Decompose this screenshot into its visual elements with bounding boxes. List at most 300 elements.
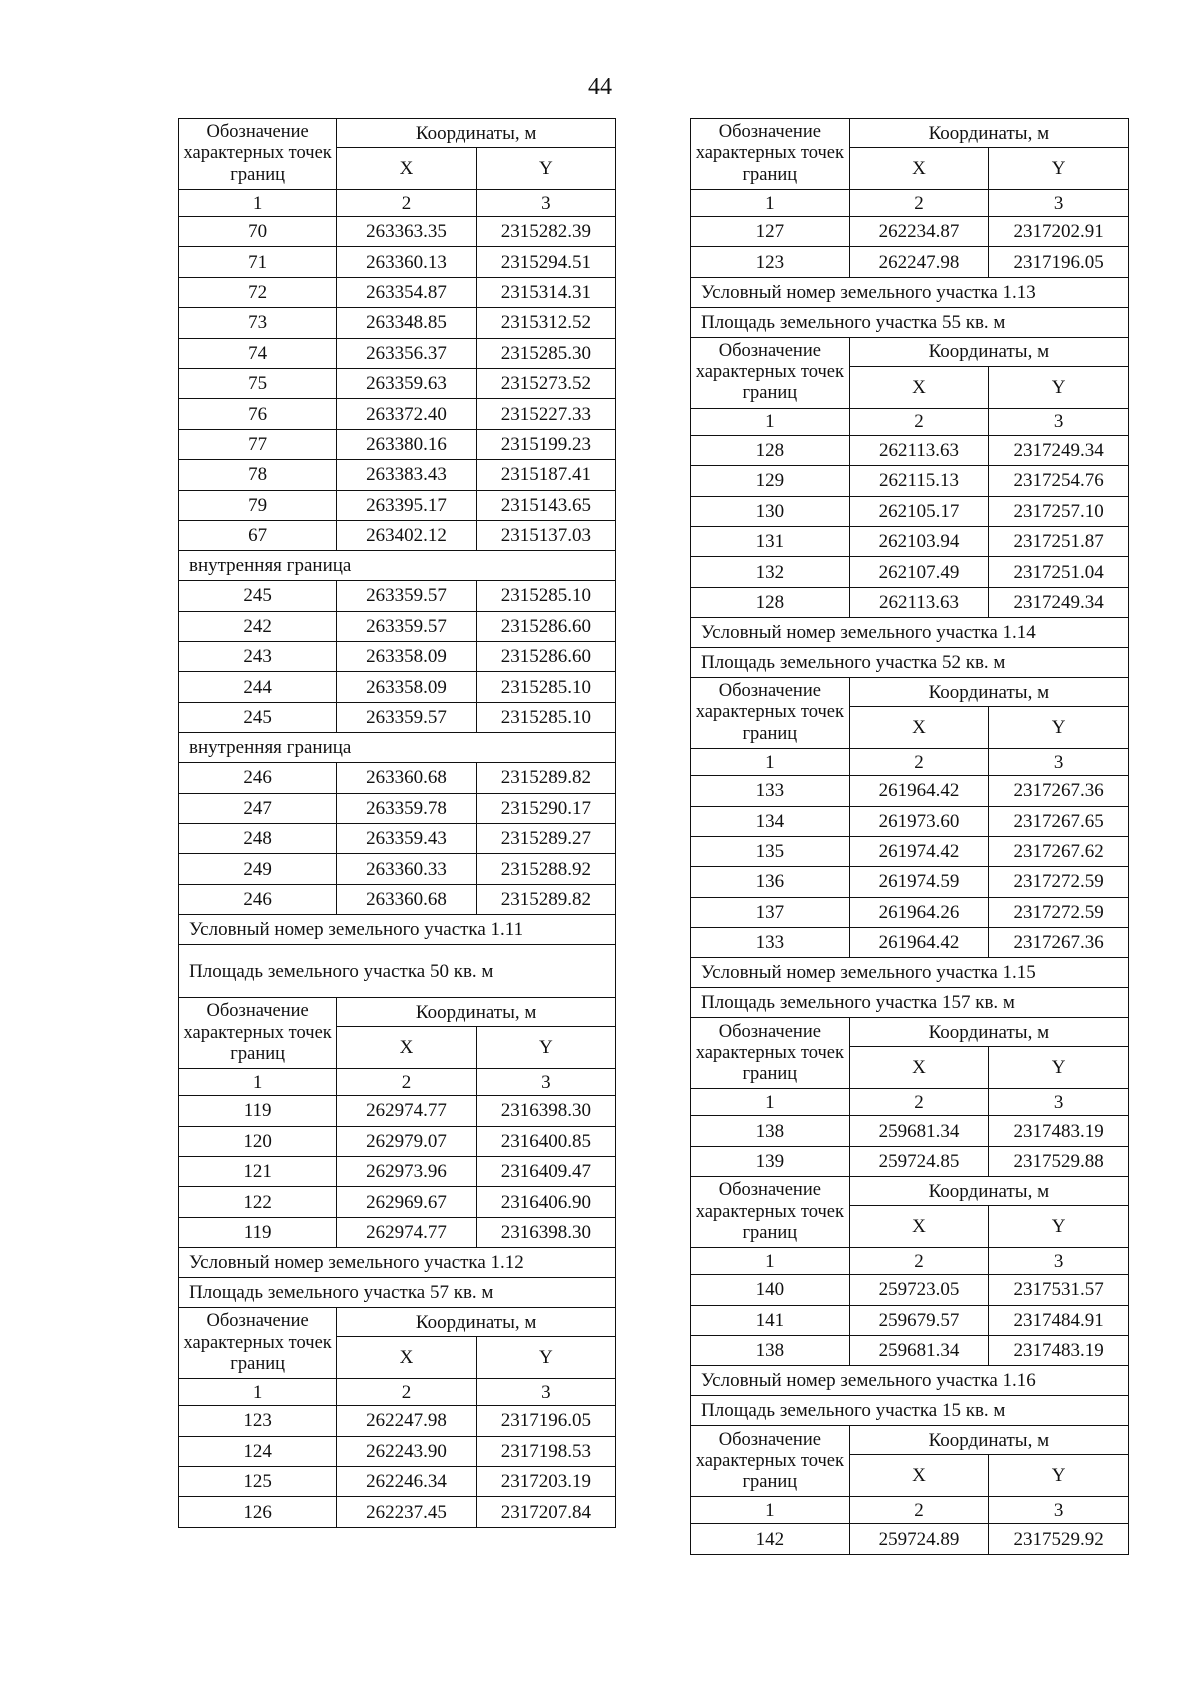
point-number: 119 <box>179 1217 337 1247</box>
table-row <box>179 642 616 672</box>
column-number: 2 <box>849 190 989 217</box>
coordinate-y: 2316398.30 <box>476 1217 615 1247</box>
table-header-row <box>691 119 1129 148</box>
table-row <box>179 368 616 398</box>
coordinate-y: 2317267.36 <box>989 928 1129 958</box>
coordinate-x: 263354.87 <box>337 277 476 307</box>
point-number: 131 <box>691 526 850 556</box>
coordinate-x: 263358.09 <box>337 672 476 702</box>
header-coordinates: Координаты, м <box>337 1308 616 1337</box>
column-number: 3 <box>476 190 615 217</box>
table-row <box>691 247 1129 277</box>
table-row <box>179 1126 616 1156</box>
header-coordinates: Координаты, м <box>849 678 1128 707</box>
table-row <box>179 460 616 490</box>
table-row <box>179 854 616 884</box>
coordinate-x: 262246.34 <box>337 1466 476 1496</box>
point-number: 127 <box>691 217 850 247</box>
coordinate-x: 263380.16 <box>337 429 476 459</box>
coordinate-y: 2315286.60 <box>476 611 615 641</box>
coordinate-x: 261964.42 <box>849 928 989 958</box>
header-x: X <box>849 1047 989 1089</box>
header-x: X <box>849 707 989 749</box>
header-y: Y <box>476 148 615 190</box>
table-row <box>691 776 1129 806</box>
coordinate-y: 2317249.34 <box>989 587 1129 617</box>
table-row <box>691 217 1129 247</box>
header-x: X <box>849 1455 989 1497</box>
coordinate-x: 263359.43 <box>337 824 476 854</box>
column-number: 1 <box>179 190 337 217</box>
column-number: 3 <box>476 1069 615 1096</box>
section-label: Условный номер земельного участка 1.13 <box>691 277 1129 307</box>
coordinate-x: 263359.57 <box>337 702 476 732</box>
section-label: Условный номер земельного участка 1.16 <box>691 1366 1129 1396</box>
coordinate-x: 263359.78 <box>337 793 476 823</box>
point-number: 126 <box>179 1497 337 1527</box>
point-number: 246 <box>179 763 337 793</box>
column-number: 3 <box>989 749 1129 776</box>
column-number: 2 <box>337 1379 476 1406</box>
column-number-row <box>691 190 1129 217</box>
header-x: X <box>337 1337 476 1379</box>
column-number: 1 <box>691 1497 850 1524</box>
coordinate-y: 2315289.82 <box>476 763 615 793</box>
section-label: Площадь земельного участка 57 кв. м <box>179 1278 616 1308</box>
point-number: 129 <box>691 466 850 496</box>
coordinate-y: 2317267.62 <box>989 836 1129 866</box>
coordinate-x: 259681.34 <box>849 1336 989 1366</box>
column-number: 1 <box>179 1379 337 1406</box>
point-number: 67 <box>179 520 337 550</box>
table-row <box>179 520 616 550</box>
column-number-row <box>691 1089 1129 1116</box>
table-row <box>691 867 1129 897</box>
point-number: 132 <box>691 557 850 587</box>
section-label: Условный номер земельного участка 1.12 <box>179 1248 616 1278</box>
header-y: Y <box>476 1337 615 1379</box>
section-label: внутренняя граница <box>179 551 616 581</box>
table-row <box>691 435 1129 465</box>
column-number-row <box>691 1497 1129 1524</box>
header-coordinates: Координаты, м <box>849 119 1128 148</box>
point-number: 76 <box>179 399 337 429</box>
table-row <box>691 806 1129 836</box>
column-number: 1 <box>691 1089 850 1116</box>
coordinate-x: 263359.57 <box>337 581 476 611</box>
table-row <box>691 496 1129 526</box>
point-number: 128 <box>691 587 850 617</box>
point-number: 79 <box>179 490 337 520</box>
section-label-row <box>691 648 1129 678</box>
coordinate-x: 261964.42 <box>849 776 989 806</box>
point-number: 249 <box>179 854 337 884</box>
header-designation: Обозначение характерных точек границ <box>691 119 850 190</box>
section-label-row <box>179 551 616 581</box>
point-number: 137 <box>691 897 850 927</box>
column-number: 1 <box>691 190 850 217</box>
table-row <box>179 308 616 338</box>
table-row <box>691 466 1129 496</box>
section-label-row <box>691 618 1129 648</box>
table-row <box>179 611 616 641</box>
table-header-row <box>179 1308 616 1337</box>
table-row <box>691 1524 1129 1554</box>
coordinate-y: 2317529.92 <box>989 1524 1129 1554</box>
coordinate-x: 263356.37 <box>337 338 476 368</box>
header-y: Y <box>989 707 1129 749</box>
header-y: Y <box>989 1047 1129 1089</box>
coordinate-x: 262974.77 <box>337 1096 476 1126</box>
point-number: 78 <box>179 460 337 490</box>
coordinate-x: 262974.77 <box>337 1217 476 1247</box>
table-row <box>179 338 616 368</box>
point-number: 247 <box>179 793 337 823</box>
point-number: 138 <box>691 1116 850 1146</box>
table-row <box>179 490 616 520</box>
coordinate-y: 2317254.76 <box>989 466 1129 496</box>
point-number: 121 <box>179 1156 337 1186</box>
coordinate-x: 261974.59 <box>849 867 989 897</box>
column-number: 2 <box>849 1497 989 1524</box>
coordinate-x: 259723.05 <box>849 1275 989 1305</box>
coordinate-y: 2315273.52 <box>476 368 615 398</box>
header-coordinates: Координаты, м <box>849 337 1128 366</box>
point-number: 74 <box>179 338 337 368</box>
coordinate-x: 259724.85 <box>849 1146 989 1176</box>
header-designation: Обозначение характерных точек границ <box>691 1018 850 1089</box>
header-designation: Обозначение характерных точек границ <box>691 1426 850 1497</box>
coordinate-x: 263360.68 <box>337 884 476 914</box>
coordinates-table-left <box>178 118 616 1528</box>
point-number: 71 <box>179 247 337 277</box>
coordinate-x: 263395.17 <box>337 490 476 520</box>
point-number: 120 <box>179 1126 337 1156</box>
coordinate-y: 2315314.31 <box>476 277 615 307</box>
table-row <box>691 1146 1129 1176</box>
point-number: 135 <box>691 836 850 866</box>
section-label-row <box>691 988 1129 1018</box>
table-row <box>179 1436 616 1466</box>
coordinate-x: 262243.90 <box>337 1436 476 1466</box>
point-number: 242 <box>179 611 337 641</box>
header-x: X <box>849 1206 989 1248</box>
column-number-row <box>179 1069 616 1096</box>
coordinate-y: 2315294.51 <box>476 247 615 277</box>
coordinate-y: 2315286.60 <box>476 642 615 672</box>
column-number: 1 <box>691 1248 850 1275</box>
point-number: 138 <box>691 1336 850 1366</box>
column-number: 2 <box>849 749 989 776</box>
coordinate-x: 263360.33 <box>337 854 476 884</box>
header-y: Y <box>989 148 1129 190</box>
point-number: 124 <box>179 1436 337 1466</box>
header-designation: Обозначение характерных точек границ <box>691 678 850 749</box>
coordinate-y: 2315227.33 <box>476 399 615 429</box>
point-number: 245 <box>179 702 337 732</box>
point-number: 139 <box>691 1146 850 1176</box>
coordinate-y: 2315289.82 <box>476 884 615 914</box>
table-row <box>691 1305 1129 1335</box>
section-label-row <box>179 733 616 763</box>
coordinate-x: 263363.35 <box>337 217 476 247</box>
column-number: 3 <box>989 408 1129 435</box>
table-header-row <box>691 1426 1129 1455</box>
table-row <box>179 247 616 277</box>
point-number: 72 <box>179 277 337 307</box>
section-label-row <box>691 307 1129 337</box>
coordinate-y: 2315289.27 <box>476 824 615 854</box>
coordinate-y: 2317249.34 <box>989 435 1129 465</box>
table-row <box>179 1217 616 1247</box>
coordinate-y: 2317207.84 <box>476 1497 615 1527</box>
coordinate-y: 2315285.30 <box>476 338 615 368</box>
coordinate-x: 259679.57 <box>849 1305 989 1335</box>
coordinate-x: 262115.13 <box>849 466 989 496</box>
table-row <box>179 1156 616 1186</box>
point-number: 133 <box>691 928 850 958</box>
coordinate-y: 2315290.17 <box>476 793 615 823</box>
coordinate-x: 262247.98 <box>849 247 989 277</box>
coordinate-y: 2315285.10 <box>476 702 615 732</box>
table-row <box>691 587 1129 617</box>
coordinate-x: 263359.57 <box>337 611 476 641</box>
section-label-row <box>691 958 1129 988</box>
coordinate-y: 2317251.04 <box>989 557 1129 587</box>
column-number-row <box>179 1379 616 1406</box>
column-number: 2 <box>337 1069 476 1096</box>
table-header-row <box>691 1177 1129 1206</box>
table-row <box>691 557 1129 587</box>
point-number: 125 <box>179 1466 337 1496</box>
coordinate-x: 261974.42 <box>849 836 989 866</box>
table-row <box>179 702 616 732</box>
section-label: Площадь земельного участка 15 кв. м <box>691 1396 1129 1426</box>
left-column <box>178 118 616 1528</box>
coordinate-x: 263402.12 <box>337 520 476 550</box>
point-number: 123 <box>691 247 850 277</box>
coordinate-y: 2317272.59 <box>989 867 1129 897</box>
header-designation: Обозначение характерных точек границ <box>179 998 337 1069</box>
coordinate-y: 2317257.10 <box>989 496 1129 526</box>
table-header-row <box>691 678 1129 707</box>
point-number: 123 <box>179 1406 337 1436</box>
coordinate-x: 262969.67 <box>337 1187 476 1217</box>
coordinate-y: 2317196.05 <box>989 247 1129 277</box>
coordinate-y: 2316400.85 <box>476 1126 615 1156</box>
coordinate-x: 262234.87 <box>849 217 989 247</box>
point-number: 246 <box>179 884 337 914</box>
point-number: 75 <box>179 368 337 398</box>
header-y: Y <box>989 1206 1129 1248</box>
coordinate-y: 2315312.52 <box>476 308 615 338</box>
section-label-row <box>179 1248 616 1278</box>
section-label: Условный номер земельного участка 1.11 <box>179 915 616 945</box>
coordinate-y: 2315285.10 <box>476 672 615 702</box>
coordinate-y: 2317483.19 <box>989 1116 1129 1146</box>
coordinate-y: 2315143.65 <box>476 490 615 520</box>
coordinate-x: 262113.63 <box>849 435 989 465</box>
header-coordinates: Координаты, м <box>849 1426 1128 1455</box>
table-row <box>179 217 616 247</box>
section-label-row <box>179 945 616 998</box>
header-designation: Обозначение характерных точек границ <box>179 1308 337 1379</box>
coordinate-x: 262973.96 <box>337 1156 476 1186</box>
column-number-row <box>691 1248 1129 1275</box>
right-column <box>690 118 1129 1555</box>
table-row <box>179 793 616 823</box>
point-number: 136 <box>691 867 850 897</box>
table-row <box>691 836 1129 866</box>
coordinate-x: 262979.07 <box>337 1126 476 1156</box>
table-row <box>179 1187 616 1217</box>
section-label: Площадь земельного участка 55 кв. м <box>691 307 1129 337</box>
coordinate-y: 2317202.91 <box>989 217 1129 247</box>
coordinate-y: 2317203.19 <box>476 1466 615 1496</box>
coordinate-x: 263383.43 <box>337 460 476 490</box>
header-designation: Обозначение характерных точек границ <box>691 1177 850 1248</box>
table-row <box>691 1275 1129 1305</box>
table-row <box>179 824 616 854</box>
coordinate-y: 2316406.90 <box>476 1187 615 1217</box>
coordinate-x: 263360.13 <box>337 247 476 277</box>
section-label: Площадь земельного участка 50 кв. м <box>179 945 616 998</box>
section-label: Площадь земельного участка 52 кв. м <box>691 648 1129 678</box>
coordinate-x: 262237.45 <box>337 1497 476 1527</box>
table-row <box>179 884 616 914</box>
point-number: 245 <box>179 581 337 611</box>
table-header-row <box>179 119 616 148</box>
coordinates-table-right <box>690 118 1129 1555</box>
column-number: 3 <box>989 190 1129 217</box>
coordinate-x: 259724.89 <box>849 1524 989 1554</box>
coordinate-x: 262113.63 <box>849 587 989 617</box>
table-row <box>179 1466 616 1496</box>
header-designation: Обозначение характерных точек границ <box>179 119 337 190</box>
header-x: X <box>849 366 989 408</box>
section-label-row <box>691 1366 1129 1396</box>
header-y: Y <box>476 1027 615 1069</box>
column-number: 2 <box>849 1089 989 1116</box>
table-row <box>179 399 616 429</box>
column-number: 2 <box>337 190 476 217</box>
point-number: 128 <box>691 435 850 465</box>
coordinate-y: 2317483.19 <box>989 1336 1129 1366</box>
header-coordinates: Координаты, м <box>337 119 616 148</box>
coordinate-x: 262105.17 <box>849 496 989 526</box>
header-coordinates: Координаты, м <box>849 1177 1128 1206</box>
section-label-row <box>179 1278 616 1308</box>
column-number: 3 <box>989 1248 1129 1275</box>
coordinate-y: 2317529.88 <box>989 1146 1129 1176</box>
coordinate-y: 2317531.57 <box>989 1275 1129 1305</box>
coordinate-y: 2317198.53 <box>476 1436 615 1466</box>
table-row <box>179 277 616 307</box>
table-row <box>691 526 1129 556</box>
point-number: 130 <box>691 496 850 526</box>
coordinate-x: 259681.34 <box>849 1116 989 1146</box>
coordinate-y: 2317267.65 <box>989 806 1129 836</box>
coordinate-x: 263372.40 <box>337 399 476 429</box>
coordinate-y: 2316398.30 <box>476 1096 615 1126</box>
column-number: 1 <box>179 1069 337 1096</box>
coordinate-x: 262103.94 <box>849 526 989 556</box>
column-number-row <box>691 408 1129 435</box>
coordinate-y: 2315285.10 <box>476 581 615 611</box>
table-row <box>179 429 616 459</box>
column-number-row <box>179 190 616 217</box>
column-number: 2 <box>849 1248 989 1275</box>
point-number: 119 <box>179 1096 337 1126</box>
coordinate-y: 2316409.47 <box>476 1156 615 1186</box>
point-number: 70 <box>179 217 337 247</box>
column-number: 3 <box>476 1379 615 1406</box>
point-number: 244 <box>179 672 337 702</box>
coordinate-x: 263358.09 <box>337 642 476 672</box>
column-number-row <box>691 749 1129 776</box>
point-number: 73 <box>179 308 337 338</box>
table-row <box>179 672 616 702</box>
section-label-row <box>179 915 616 945</box>
section-label-row <box>691 1396 1129 1426</box>
point-number: 122 <box>179 1187 337 1217</box>
coordinate-y: 2315187.41 <box>476 460 615 490</box>
header-y: Y <box>989 1455 1129 1497</box>
section-label: внутренняя граница <box>179 733 616 763</box>
coordinate-y: 2317484.91 <box>989 1305 1129 1335</box>
coordinate-y: 2315282.39 <box>476 217 615 247</box>
point-number: 141 <box>691 1305 850 1335</box>
column-number: 3 <box>989 1497 1129 1524</box>
column-number: 3 <box>989 1089 1129 1116</box>
table-row <box>691 1116 1129 1146</box>
point-number: 140 <box>691 1275 850 1305</box>
column-number: 1 <box>691 408 850 435</box>
point-number: 248 <box>179 824 337 854</box>
coordinate-x: 261964.26 <box>849 897 989 927</box>
coordinate-y: 2315137.03 <box>476 520 615 550</box>
coordinate-x: 263360.68 <box>337 763 476 793</box>
coordinate-y: 2315199.23 <box>476 429 615 459</box>
table-row <box>179 581 616 611</box>
header-x: X <box>849 148 989 190</box>
table-row <box>179 763 616 793</box>
point-number: 243 <box>179 642 337 672</box>
section-label-row <box>691 277 1129 307</box>
column-number: 1 <box>691 749 850 776</box>
header-x: X <box>337 1027 476 1069</box>
point-number: 77 <box>179 429 337 459</box>
coordinate-y: 2317267.36 <box>989 776 1129 806</box>
table-row <box>179 1096 616 1126</box>
table-row <box>691 897 1129 927</box>
table-header-row <box>691 337 1129 366</box>
coordinate-y: 2317251.87 <box>989 526 1129 556</box>
coordinate-x: 262247.98 <box>337 1406 476 1436</box>
header-x: X <box>337 148 476 190</box>
section-label: Площадь земельного участка 157 кв. м <box>691 988 1129 1018</box>
coordinate-x: 263348.85 <box>337 308 476 338</box>
coordinate-x: 263359.63 <box>337 368 476 398</box>
coordinate-x: 262107.49 <box>849 557 989 587</box>
header-designation: Обозначение характерных точек границ <box>691 337 850 408</box>
coordinate-y: 2315288.92 <box>476 854 615 884</box>
point-number: 133 <box>691 776 850 806</box>
header-y: Y <box>989 366 1129 408</box>
section-label: Условный номер земельного участка 1.15 <box>691 958 1129 988</box>
header-coordinates: Координаты, м <box>849 1018 1128 1047</box>
table-row <box>691 1336 1129 1366</box>
